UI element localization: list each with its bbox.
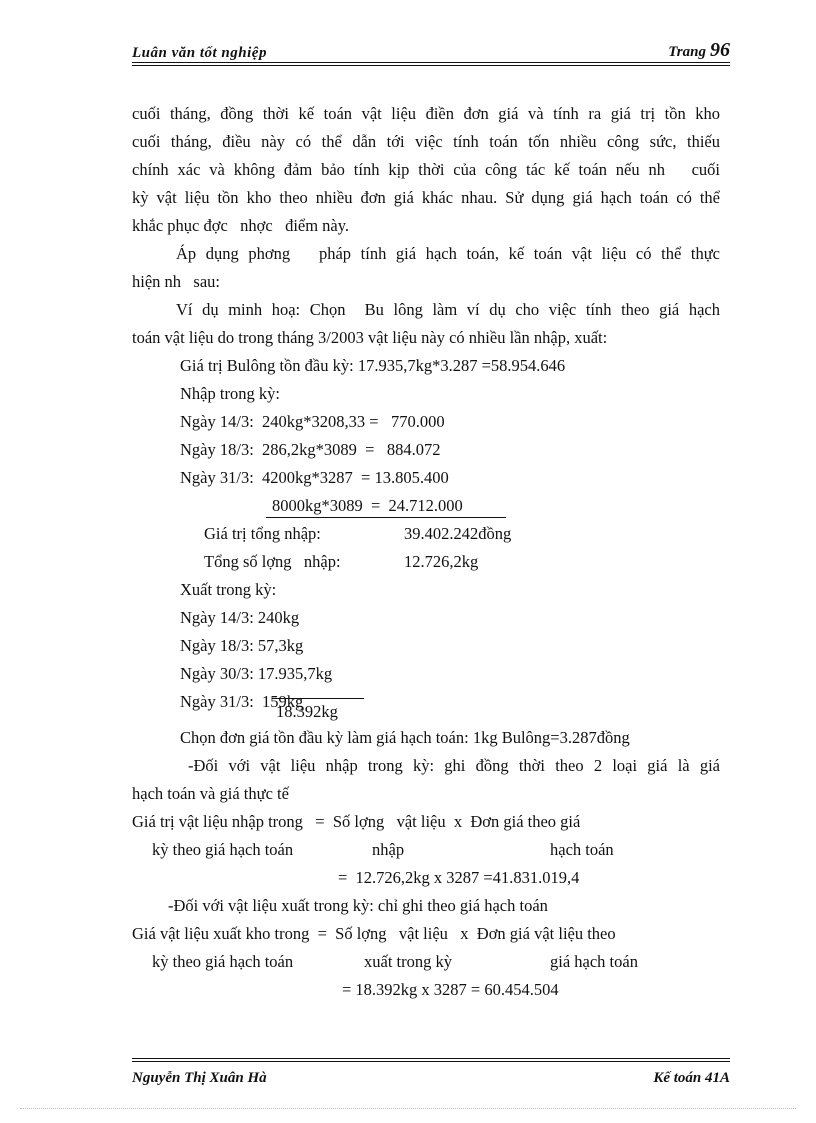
paragraph-line: chính xác và không đảm bảo tính kịp thời của công tác kế toán nếu nh cuối [132,160,720,179]
sum-rule [266,517,506,518]
page-edge-dots [20,1108,796,1109]
page-header [132,38,730,66]
entry-line: Ngày 14/3: 240kg [180,608,300,627]
paragraph-line: -Đối với vật liệu xuất trong kỳ: chỉ ghi theo giá hạch toán [168,896,548,915]
formula-line: Giá vật liệu xuất kho trong = Số lợng vật liệu x Đơn giá vật liệu theo [132,924,616,943]
formula-term: nhập [372,840,405,859]
entry-line: Ngày 31/3: 4200kg*3287 = 13.805.400 [180,468,449,487]
page-number: 96 [710,39,730,61]
paragraph-line: hiện nh sau: [132,272,220,291]
formula-term: hạch toán [550,840,614,859]
paragraph-line: Ví dụ minh hoạ: Chọn Bu lông làm ví dụ cho việc tính theo giá hạch [176,300,720,319]
opening-value-line: Giá trị Bulông tồn đầu kỳ: 17.935,7kg*3.287 =58.954.646 [180,356,566,375]
section-heading: Xuất trong kỳ: [180,580,277,599]
entry-line: Ngày 30/3: 17.935,7kg [180,664,333,683]
footer-class: Kế toán 41A [653,1070,730,1086]
header-page-label: Trang [668,44,706,60]
total-label: Tổng số lợng nhập: [204,552,341,571]
header-page [668,39,730,62]
total-value: 39.402.242đồng [404,524,512,543]
entry-line: Ngày 18/3: 286,2kg*3089 = 884.072 [180,440,441,459]
paragraph-line: toán vật liệu do trong tháng 3/2003 vật liệu này có nhiều lần nhập, xuất: [132,328,608,347]
paragraph-line: Áp dụng phơng pháp tính giá hạch toán, kế toán vật liệu có thể thực [176,244,720,263]
header-rule [132,62,730,66]
footer-rule [132,1058,730,1062]
formula-line: kỳ theo giá hạch toán [152,952,294,971]
paragraph-line: cuối tháng, đồng thời kế toán vật liệu điền đơn giá và tính ra giá trị tồn kho [132,104,720,123]
footer-author: Nguyễn Thị Xuân Hà [132,1070,267,1086]
header-title: Luân văn tốt nghiệp [132,45,267,61]
total-value: 12.726,2kg [404,552,479,571]
paragraph-line: khắc phục đợc nhợc điểm này. [132,216,350,235]
formula-line: kỳ theo giá hạch toán [152,840,294,859]
formula-line: Giá trị vật liệu nhập trong = Số lợng vật liệu x Đơn giá theo giá [132,812,581,831]
formula-term: giá hạch toán [550,952,638,971]
formula-result: = 12.726,2kg x 3287 =41.831.019,4 [338,868,580,887]
formula-result: = 18.392kg x 3287 = 60.454.504 [342,980,559,999]
total-label: Giá trị tổng nhập: [204,524,321,543]
paragraph-line: kỳ vật liệu tồn kho theo nhiều đơn giá khác nhau. Sử dụng giá hạch toán có thể [132,188,720,207]
entry-line: Ngày 31/3: 159kg [180,692,304,711]
section-heading: Nhập trong kỳ: [180,384,280,403]
paragraph-line: cuối tháng, điều này có thể dẫn tới việc tính toán tốn nhiều công sức, thiếu [132,132,720,151]
entry-line: Ngày 14/3: 240kg*3208,33 = 770.000 [180,412,445,431]
entry-line: Ngày 18/3: 57,3kg [180,636,304,655]
entry-line: 8000kg*3089 = 24.712.000 [272,496,463,515]
page-footer [132,1058,730,1088]
paragraph-line: -Đối với vật liệu nhập trong kỳ: ghi đồng thời theo 2 loại giá là giá [188,756,720,775]
formula-term: xuất trong kỳ [364,952,452,971]
export-total: 18.392kg [276,702,338,721]
paragraph-line: hạch toán và giá thực tế [132,784,289,803]
paragraph-line: Chọn đơn giá tồn đầu kỳ làm giá hạch toán: 1kg Bulông=3.287đồng [180,728,630,747]
